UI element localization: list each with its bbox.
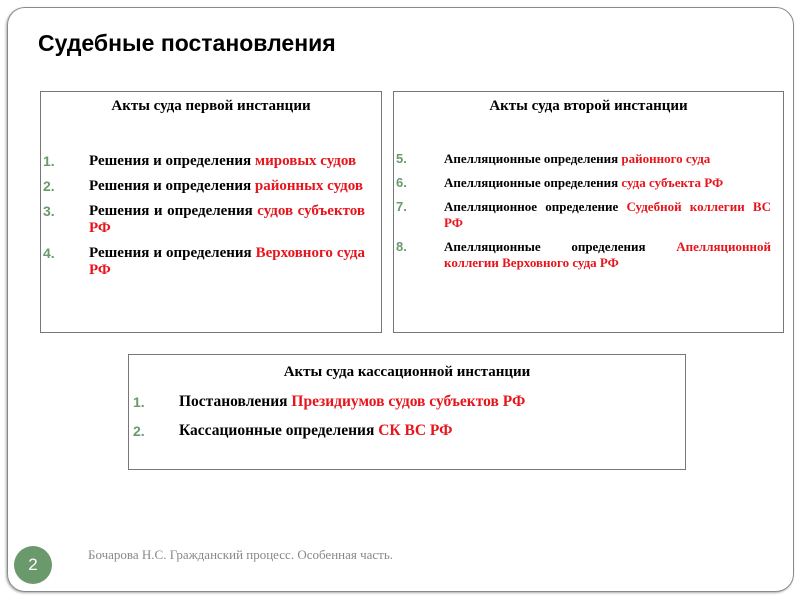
item-highlight: суда субъекта РФ	[621, 175, 724, 190]
page-number-badge: 2	[14, 546, 52, 584]
item-text: Апелляционное определение	[444, 199, 627, 214]
list-item	[43, 203, 365, 237]
list-item	[43, 245, 365, 279]
second-instance-list	[396, 151, 771, 271]
box-header: Акты суда первой инстанции	[111, 98, 311, 114]
box-header: Акты суда кассационной инстанции	[283, 364, 531, 380]
item-number: 7.	[396, 199, 407, 214]
list-item	[43, 153, 365, 170]
item-number: 3.	[43, 203, 55, 219]
list-item	[396, 239, 771, 271]
item-highlight: районного суда	[621, 151, 711, 166]
cassation-box	[128, 354, 686, 470]
first-instance-list	[43, 153, 365, 279]
footer-text: Бочарова Н.С. Гражданский процесс. Особенная часть.	[88, 547, 394, 562]
item-text: Решения и определения	[89, 178, 255, 194]
list-item	[396, 175, 771, 191]
item-number: 5.	[396, 151, 407, 166]
item-highlight: СК ВС РФ	[378, 422, 453, 439]
item-text: Решения и определения	[89, 245, 256, 261]
item-number: 4.	[43, 245, 55, 261]
item-text: Кассационные определения	[179, 422, 379, 439]
second-instance-box	[393, 91, 784, 333]
item-number: 8.	[396, 239, 407, 254]
item-text: Апелляционные определения	[444, 239, 677, 254]
item-text: Решения и определения	[89, 203, 258, 219]
item-number: 1.	[43, 153, 55, 169]
item-text: Апелляционные определения	[444, 175, 622, 190]
item-text: Постановления	[179, 393, 292, 410]
item-text: Решения и определения	[89, 153, 255, 169]
item-highlight: Апелляционной коллегии Верховного суда РФ	[444, 239, 771, 270]
list-item	[43, 178, 365, 195]
slide-title: Судебные постановления	[38, 30, 336, 56]
item-number: 6.	[396, 175, 407, 190]
item-highlight: Президиумов судов субъектов РФ	[291, 393, 526, 410]
list-item	[133, 393, 675, 411]
item-highlight: Судебной коллегии ВС РФ	[444, 199, 771, 230]
item-highlight: Верховного суда РФ	[89, 245, 365, 278]
item-number: 2.	[133, 423, 145, 439]
item-number: 2.	[43, 178, 55, 194]
list-item	[396, 151, 771, 167]
item-highlight: мировых судов	[254, 153, 357, 169]
box-header: Акты суда второй инстанции	[489, 98, 688, 114]
list-item	[396, 199, 771, 231]
first-instance-box	[40, 91, 382, 333]
item-highlight: судов субъектов РФ	[89, 203, 365, 236]
item-highlight: районных судов	[254, 178, 363, 194]
item-text: Апелляционные определения	[444, 151, 622, 166]
cassation-list	[133, 393, 675, 440]
item-number: 1.	[133, 394, 145, 410]
list-item	[133, 422, 675, 440]
